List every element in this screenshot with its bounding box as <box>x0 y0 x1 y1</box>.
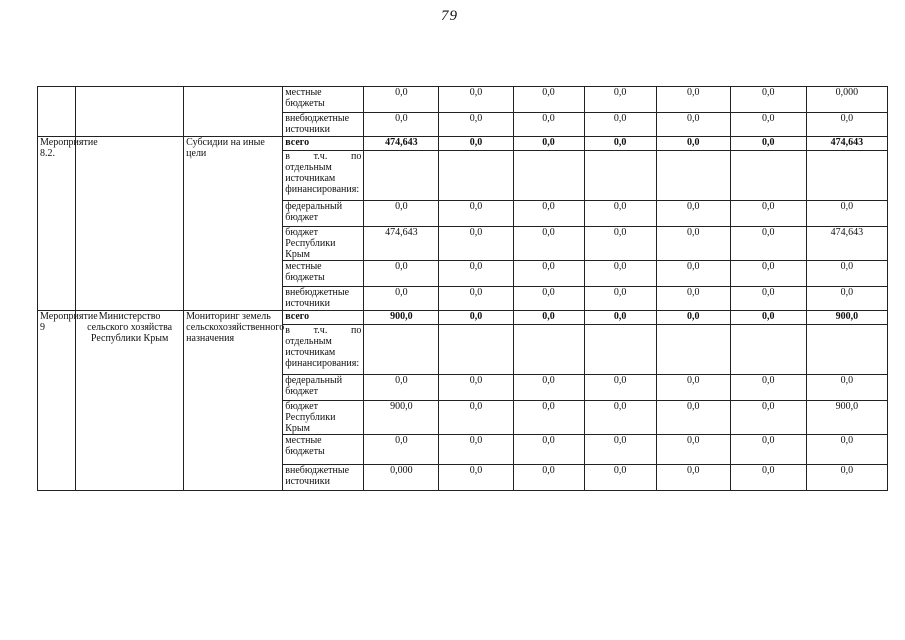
value-cell <box>513 325 584 375</box>
funding-source-label: внебюджетные источники <box>283 465 364 491</box>
value-cell: 0,0 <box>439 227 513 261</box>
value-cell: 0,0 <box>656 201 730 227</box>
funding-source-label: всего <box>283 311 364 325</box>
value-cell: 0,0 <box>513 435 584 465</box>
value-cell: 0,0 <box>656 113 730 137</box>
value-cell: 0,0 <box>584 87 656 113</box>
value-cell: 0,0 <box>656 227 730 261</box>
value-cell: 0,0 <box>584 435 656 465</box>
value-cell: 0,0 <box>730 311 806 325</box>
value-cell: 474,643 <box>364 137 439 151</box>
funding-source-label: всего <box>283 137 364 151</box>
value-cell: 0,000 <box>806 87 887 113</box>
value-cell: 0,0 <box>439 375 513 401</box>
value-cell: 0,0 <box>730 113 806 137</box>
value-cell: 0,0 <box>730 137 806 151</box>
value-cell: 0,0 <box>439 311 513 325</box>
value-cell: 474,643 <box>806 137 887 151</box>
value-cell: 0,0 <box>513 87 584 113</box>
value-cell: 0,0 <box>513 465 584 491</box>
value-cell: 0,0 <box>439 435 513 465</box>
value-cell: 0,0 <box>656 87 730 113</box>
value-cell: 0,0 <box>513 227 584 261</box>
value-cell: 0,0 <box>439 261 513 287</box>
value-cell: 0,0 <box>806 261 887 287</box>
value-cell: 0,0 <box>439 287 513 311</box>
value-cell: 0,0 <box>439 87 513 113</box>
value-cell: 0,0 <box>513 137 584 151</box>
value-cell: 0,0 <box>656 261 730 287</box>
value-cell <box>439 325 513 375</box>
value-cell: 900,0 <box>364 401 439 435</box>
funding-source-label: федеральный бюджет <box>283 375 364 401</box>
value-cell: 0,0 <box>439 201 513 227</box>
table-row <box>38 137 888 151</box>
event-name-cell: Мониторинг земель сельскохозяйственного назначения <box>184 311 283 491</box>
funding-source-label: местные бюджеты <box>283 261 364 287</box>
value-cell: 0,0 <box>584 227 656 261</box>
value-cell: 0,0 <box>584 311 656 325</box>
value-cell: 0,0 <box>656 465 730 491</box>
value-cell: 0,0 <box>656 287 730 311</box>
funding-source-label: бюджет Республики Крым <box>283 401 364 435</box>
value-cell: 0,0 <box>364 287 439 311</box>
funding-source-label: в т.ч. по отдельным источникам финансирования: <box>283 151 364 201</box>
table-row <box>38 311 888 325</box>
value-cell: 900,0 <box>806 401 887 435</box>
value-cell: 0,0 <box>584 465 656 491</box>
funding-source-label: федеральный бюджет <box>283 201 364 227</box>
value-cell: 474,643 <box>364 227 439 261</box>
value-cell: 0,0 <box>364 201 439 227</box>
funding-source-label: в т.ч. по отдельным источникам финансирования: <box>283 325 364 375</box>
value-cell: 0,0 <box>656 137 730 151</box>
responsible-cell <box>76 137 184 311</box>
responsible-cell <box>76 87 184 137</box>
value-cell: 0,0 <box>730 261 806 287</box>
value-cell: 0,0 <box>730 435 806 465</box>
value-cell: 0,0 <box>513 311 584 325</box>
value-cell: 0,0 <box>730 227 806 261</box>
value-cell: 0,0 <box>513 113 584 137</box>
funding-source-label: внебюджетные источники <box>283 287 364 311</box>
value-cell: 0,0 <box>439 137 513 151</box>
value-cell: 0,0 <box>439 401 513 435</box>
value-cell: 0,0 <box>584 137 656 151</box>
value-cell: 900,0 <box>806 311 887 325</box>
value-cell <box>730 151 806 201</box>
page-number: 79 <box>441 8 458 24</box>
value-cell: 0,0 <box>730 287 806 311</box>
value-cell: 0,0 <box>364 375 439 401</box>
value-cell: 0,0 <box>584 401 656 435</box>
funding-source-label: местные бюджеты <box>283 87 364 113</box>
value-cell: 0,0 <box>584 287 656 311</box>
value-cell: 0,0 <box>806 287 887 311</box>
funding-source-label: местные бюджеты <box>283 435 364 465</box>
responsible-cell: Министерство сельского хозяйства Республики Крым <box>76 311 184 491</box>
value-cell: 0,0 <box>513 375 584 401</box>
event-code-cell: Мероприятие 9 <box>38 311 76 491</box>
value-cell: 0,0 <box>584 261 656 287</box>
value-cell <box>806 325 887 375</box>
value-cell: 0,0 <box>730 201 806 227</box>
value-cell: 0,0 <box>364 87 439 113</box>
value-cell: 0,0 <box>806 201 887 227</box>
event-name-cell <box>184 87 283 137</box>
value-cell: 0,0 <box>584 375 656 401</box>
value-cell: 0,0 <box>439 113 513 137</box>
value-cell: 0,0 <box>730 465 806 491</box>
value-cell <box>364 325 439 375</box>
value-cell: 0,0 <box>364 435 439 465</box>
value-cell <box>730 325 806 375</box>
funding-source-label: внебюджетные источники <box>283 113 364 137</box>
event-code-cell <box>38 87 76 137</box>
value-cell: 0,0 <box>439 465 513 491</box>
funding-source-label: бюджет Республики Крым <box>283 227 364 261</box>
value-cell <box>656 325 730 375</box>
event-code-cell: Мероприятие 8.2. <box>38 137 76 311</box>
value-cell: 474,643 <box>806 227 887 261</box>
value-cell: 0,0 <box>513 287 584 311</box>
value-cell: 0,0 <box>656 375 730 401</box>
value-cell <box>584 325 656 375</box>
value-cell: 0,0 <box>584 113 656 137</box>
value-cell: 0,0 <box>656 435 730 465</box>
value-cell: 0,0 <box>513 401 584 435</box>
table-row <box>38 87 888 113</box>
value-cell: 0,0 <box>364 261 439 287</box>
value-cell: 0,0 <box>730 87 806 113</box>
value-cell <box>439 151 513 201</box>
value-cell: 0,0 <box>730 375 806 401</box>
event-name-cell: Субсидии на иные цели <box>184 137 283 311</box>
value-cell: 0,0 <box>806 435 887 465</box>
value-cell <box>364 151 439 201</box>
value-cell: 0,0 <box>513 201 584 227</box>
value-cell: 0,0 <box>513 261 584 287</box>
financing-table <box>37 86 888 491</box>
value-cell: 0,0 <box>584 201 656 227</box>
value-cell <box>806 151 887 201</box>
value-cell: 0,0 <box>730 401 806 435</box>
value-cell: 0,000 <box>364 465 439 491</box>
value-cell: 0,0 <box>806 465 887 491</box>
value-cell: 0,0 <box>656 401 730 435</box>
value-cell: 0,0 <box>806 113 887 137</box>
value-cell: 0,0 <box>656 311 730 325</box>
value-cell <box>584 151 656 201</box>
value-cell: 0,0 <box>806 375 887 401</box>
value-cell: 0,0 <box>364 113 439 137</box>
value-cell <box>513 151 584 201</box>
value-cell <box>656 151 730 201</box>
value-cell: 900,0 <box>364 311 439 325</box>
